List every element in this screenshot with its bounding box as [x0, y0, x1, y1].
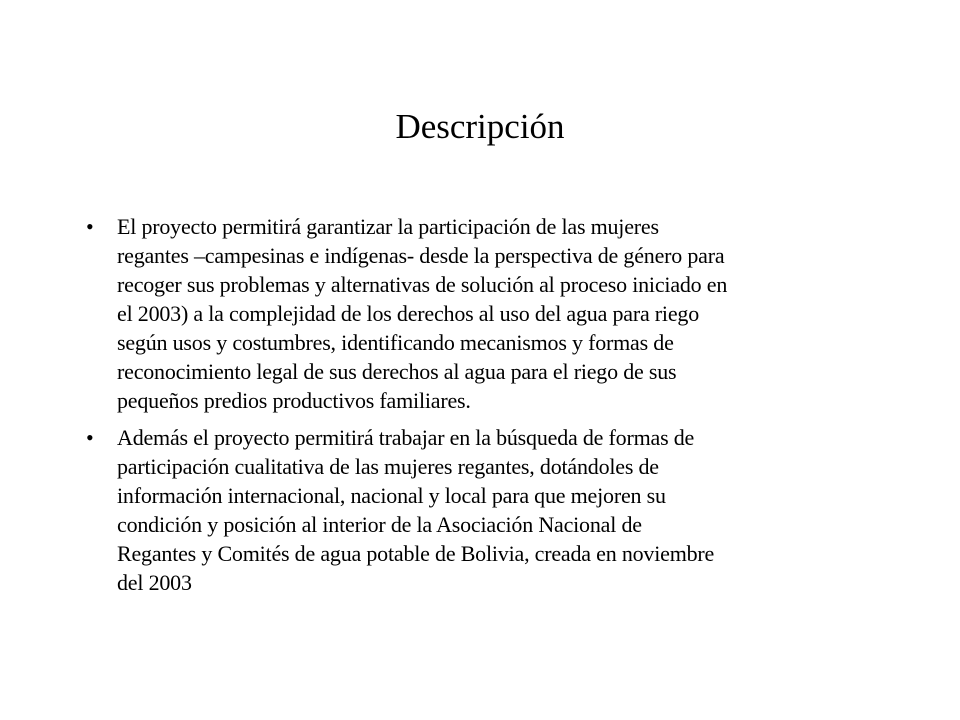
bullet-item-2: [84, 423, 884, 597]
bullet-item-1: [84, 212, 884, 415]
bullet-text-line: según usos y costumbres, identificando mecanismos y formas de: [117, 330, 674, 355]
bullet-text-line: recoger sus problemas y alternativas de solución al proceso iniciado en: [117, 272, 728, 297]
bullet-text-line: el 2003) a la complejidad de los derechos al uso del agua para riego: [117, 301, 700, 326]
bullet-icon: •: [86, 214, 94, 239]
bullet-text-line: participación cualitativa de las mujeres regantes, dotándoles de: [117, 454, 659, 479]
bullet-text-line: información internacional, nacional y local para que mejoren su: [117, 483, 666, 508]
bullet-text-line: Además el proyecto permitirá trabajar en la búsqueda de formas de: [117, 425, 695, 450]
bullet-icon: •: [86, 425, 94, 450]
bullet-text-line: pequeños predios productivos familiares.: [117, 388, 471, 413]
bullet-text-line: Regantes y Comités de agua potable de Bolivia, creada en noviembre: [117, 541, 715, 566]
bullet-list: [84, 212, 884, 605]
bullet-text-line: condición y posición al interior de la Asociación Nacional de: [117, 512, 642, 537]
slide-title: Descripción: [395, 107, 565, 146]
bullet-text-line: regantes –campesinas e indígenas- desde la perspectiva de género para: [117, 243, 725, 268]
bullet-text-line: del 2003: [117, 570, 192, 595]
bullet-text-line: El proyecto permitirá garantizar la participación de las mujeres: [117, 214, 659, 239]
bullet-text-line: reconocimiento legal de sus derechos al agua para el riego de sus: [117, 359, 677, 384]
